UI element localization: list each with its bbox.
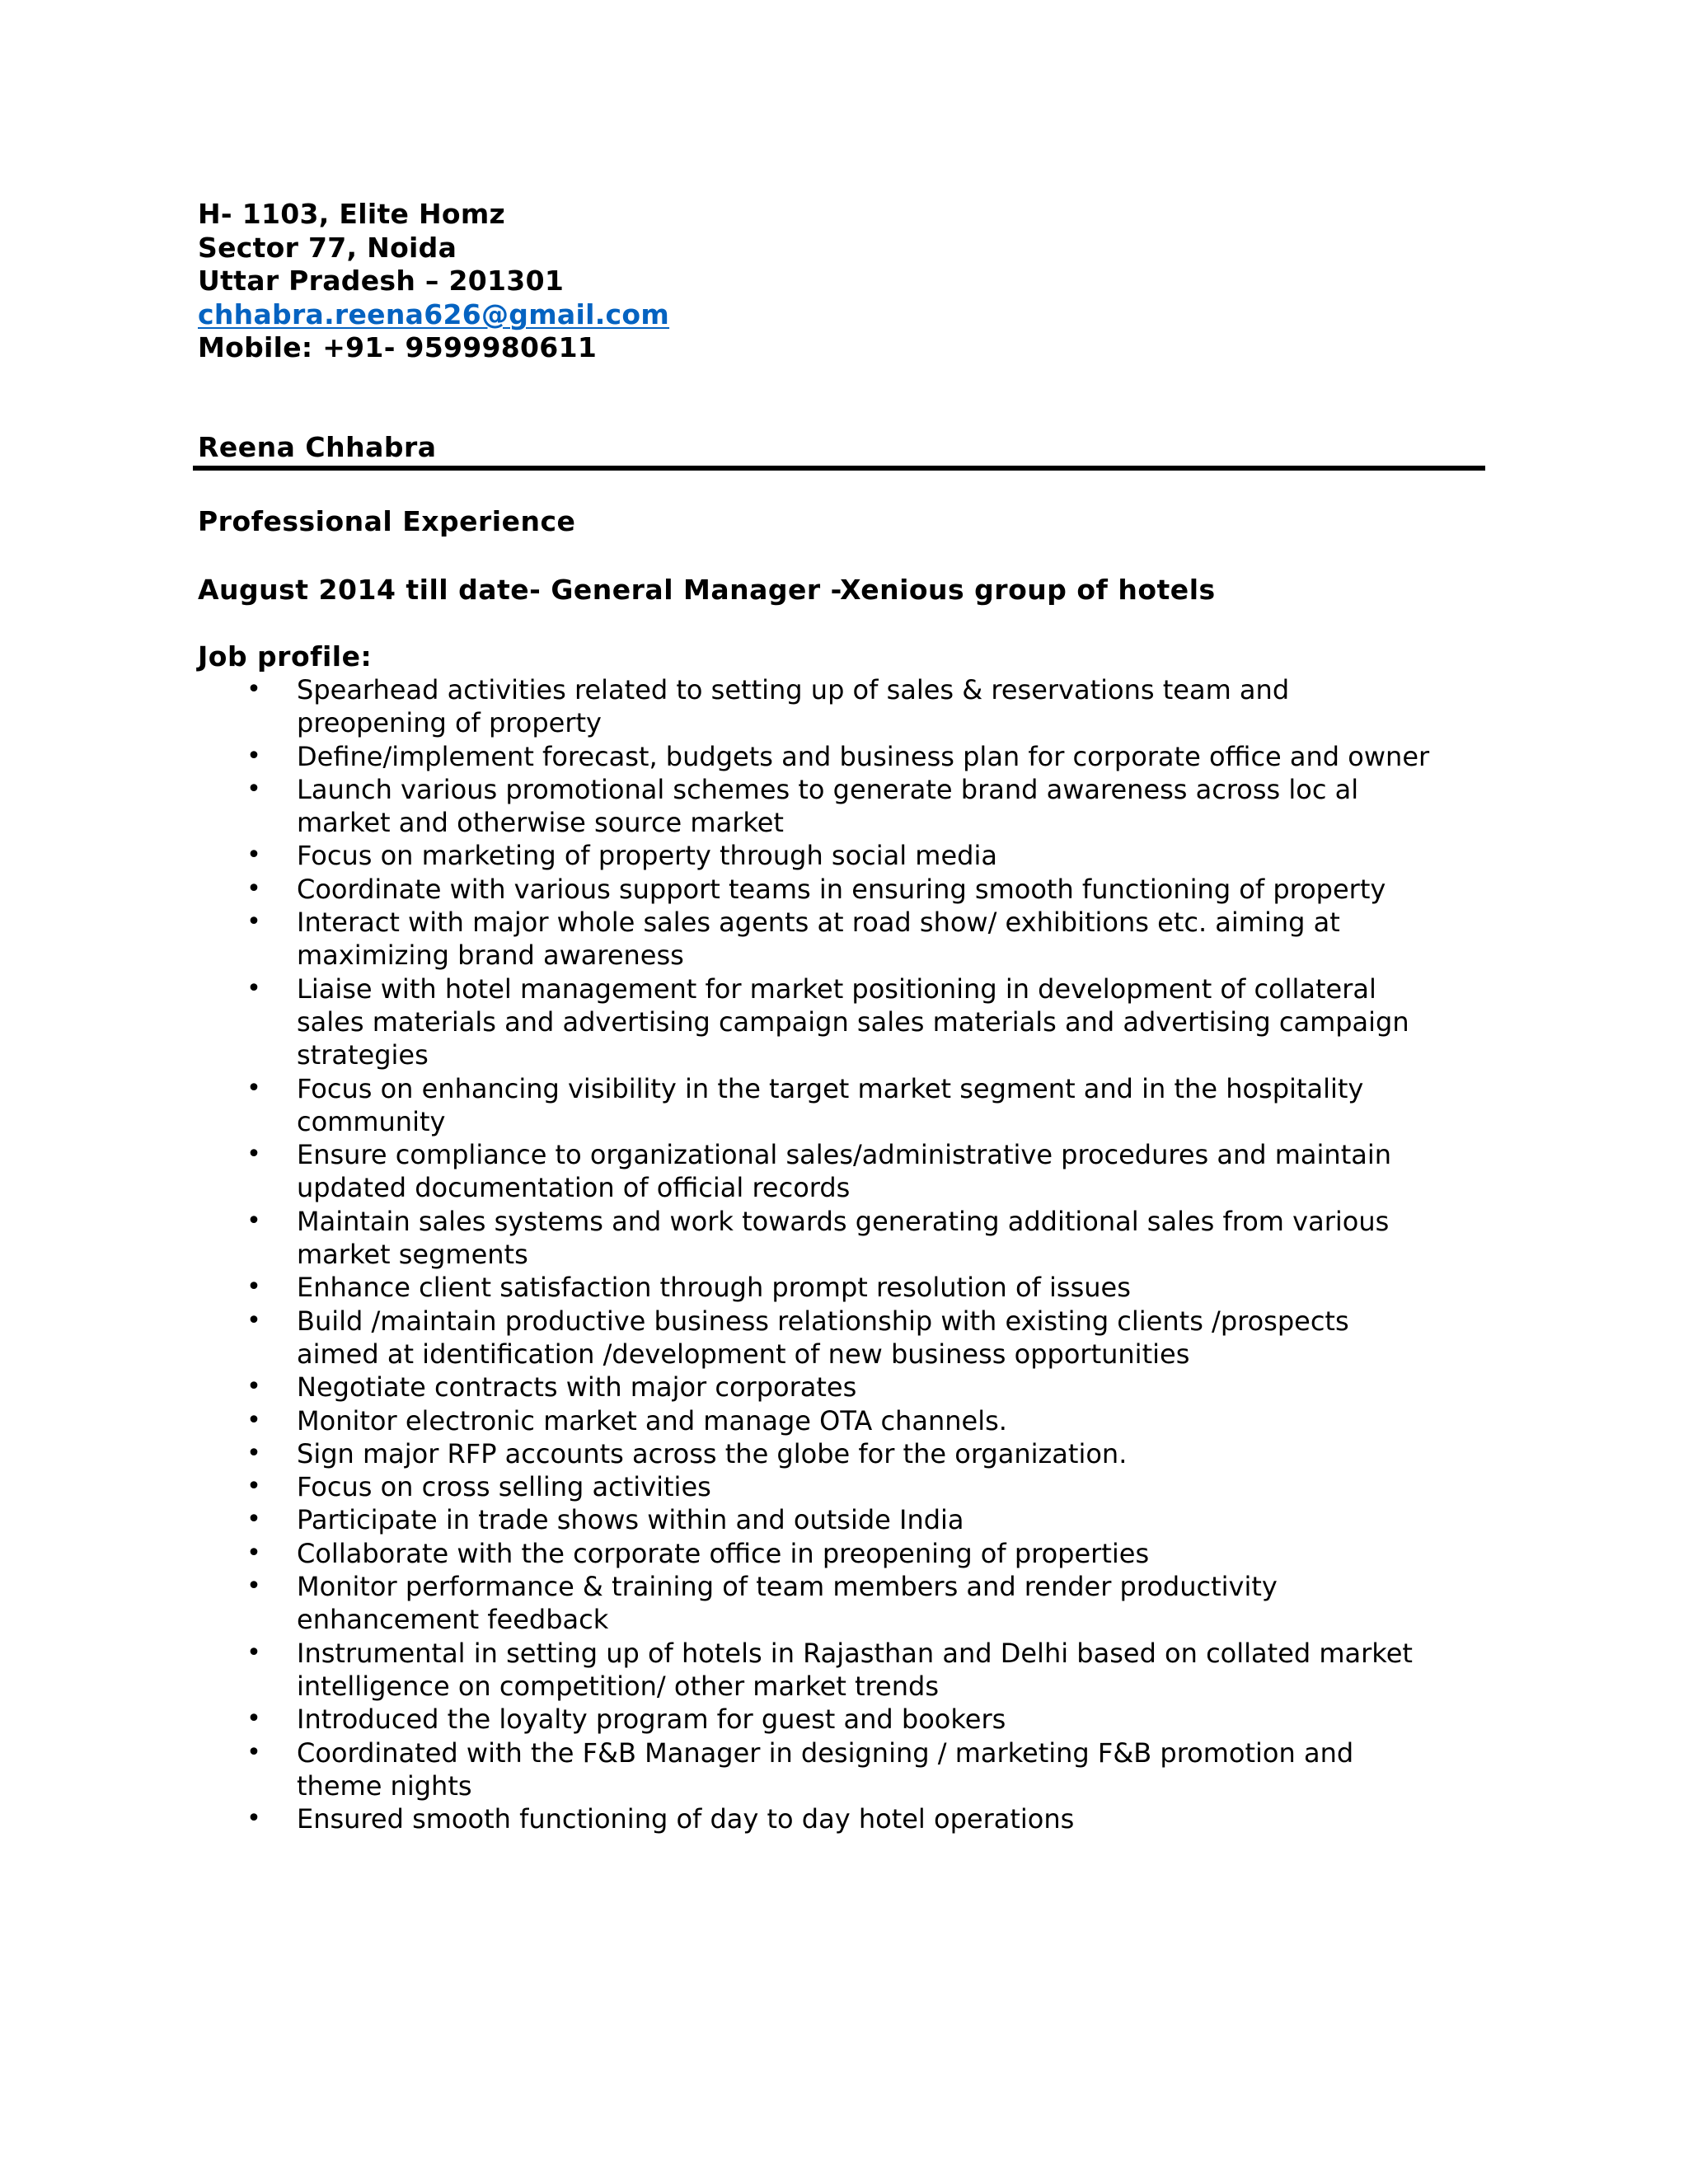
- list-item: [198, 906, 1492, 972]
- address-line-1: H- 1103, Elite Homz: [198, 198, 506, 230]
- list-item-text: Spearhead activities related to setting up of sales & reservations team and: [297, 674, 1290, 705]
- list-item-text: Focus on enhancing visibility in the target market segment and in the hospitality: [297, 1072, 1364, 1104]
- list-item: [198, 873, 1492, 906]
- list-item: [198, 740, 1492, 773]
- list-item-text: Maintain sales systems and work towards generating additional sales from various: [297, 1205, 1390, 1237]
- bullet-icon: •: [246, 874, 261, 903]
- section-title-experience: Professional Experience: [198, 505, 576, 537]
- list-item-text: Focus on cross selling activities: [297, 1471, 711, 1503]
- bullet-icon: •: [246, 1737, 261, 1767]
- list-item: [198, 1205, 1492, 1272]
- mobile-number: Mobile: +91- 9599980611: [198, 331, 598, 363]
- list-item-text: market and otherwise source market: [297, 807, 784, 839]
- address-line-2: Sector 77, Noida: [198, 231, 457, 264]
- email-link[interactable]: chhabra.reena626@gmail.com: [198, 298, 670, 330]
- list-item: [198, 1570, 1492, 1637]
- candidate-name: Reena Chhabra: [198, 431, 437, 463]
- bullet-icon: •: [246, 907, 261, 937]
- job-profile-label: Job profile:: [198, 640, 373, 673]
- list-item-text: Launch various promotional schemes to generate brand awareness across loc al: [297, 773, 1359, 805]
- list-item-text: sales materials and advertising campaign sales materials and advertising campaign: [297, 1005, 1409, 1038]
- bullet-icon: •: [246, 1804, 261, 1834]
- bullet-icon: •: [246, 1638, 261, 1667]
- list-item-text: Participate in trade shows within and outside India: [297, 1504, 964, 1536]
- list-item-text: Ensure compliance to organizational sales/administrative procedures and maintain: [297, 1139, 1392, 1171]
- job-duties-list: [198, 673, 1492, 1835]
- bullet-icon: •: [246, 741, 261, 771]
- list-item: [198, 1703, 1492, 1736]
- list-item: [198, 1305, 1492, 1371]
- list-item: [198, 1271, 1492, 1304]
- list-item-text: Negotiate contracts with major corporates: [297, 1371, 857, 1404]
- bullet-icon: •: [246, 1438, 261, 1468]
- bullet-icon: •: [246, 1305, 261, 1335]
- list-item-text: Ensured smooth functioning of day to day hotel operations: [297, 1803, 1075, 1835]
- list-item-text: maximizing brand awareness: [297, 940, 684, 972]
- list-item: [198, 1470, 1492, 1503]
- list-item: [198, 1802, 1492, 1835]
- list-item-text: Coordinate with various support teams in ensuring smooth functioning of property: [297, 873, 1386, 905]
- list-item-text: intelligence on competition/ other market trends: [297, 1670, 939, 1702]
- list-item-text: Sign major RFP accounts across the globe for the organization.: [297, 1437, 1128, 1469]
- list-item-text: Enhance client satisfaction through prompt resolution of issues: [297, 1272, 1131, 1304]
- contact-block: [198, 198, 669, 365]
- bullet-icon: •: [246, 1073, 261, 1103]
- list-item-text: Collaborate with the corporate office in preopening of properties: [297, 1537, 1150, 1569]
- list-item: [198, 1404, 1492, 1437]
- bullet-icon: •: [246, 1140, 261, 1169]
- list-item-text: Monitor electronic market and manage OTA channels.: [297, 1404, 1007, 1436]
- bullet-icon: •: [246, 1405, 261, 1435]
- bullet-icon: •: [246, 1472, 261, 1502]
- list-item-text: Coordinated with the F&B Manager in designing / marketing F&B promotion and: [297, 1736, 1354, 1769]
- list-item: [198, 1537, 1492, 1570]
- list-item-text: Liaise with hotel management for market positioning in development of collateral: [297, 972, 1376, 1005]
- list-item: [198, 773, 1492, 840]
- bullet-icon: •: [246, 1372, 261, 1402]
- list-item-text: Introduced the loyalty program for guest and bookers: [297, 1704, 1006, 1736]
- list-item: [198, 1503, 1492, 1536]
- list-item: [198, 1371, 1492, 1404]
- bullet-icon: •: [246, 774, 261, 804]
- list-item-text: market segments: [297, 1239, 528, 1271]
- list-item: [198, 1637, 1492, 1704]
- bullet-icon: •: [246, 1206, 261, 1235]
- list-item-text: Monitor performance & training of team members and render productivity: [297, 1571, 1278, 1603]
- list-item-text: community: [297, 1105, 446, 1137]
- job-title: August 2014 till date- General Manager -Xenious group of hotels: [198, 574, 1216, 606]
- list-item: [198, 972, 1492, 1072]
- list-item-text: preopening of property: [297, 707, 602, 739]
- list-item-text: aimed at identification /development of new business opportunities: [297, 1338, 1190, 1370]
- list-item-text: Define/implement forecast, budgets and business plan for corporate office and owner: [297, 740, 1430, 772]
- list-item: [198, 1072, 1492, 1139]
- list-item-text: Instrumental in setting up of hotels in Rajasthan and Delhi based on collated market: [297, 1637, 1413, 1669]
- list-item-text: updated documentation of official records: [297, 1172, 851, 1204]
- bullet-icon: •: [246, 973, 261, 1003]
- list-item-text: theme nights: [297, 1769, 472, 1802]
- list-item: [198, 1437, 1492, 1470]
- name-divider: [193, 466, 1485, 471]
- list-item-text: strategies: [297, 1039, 429, 1071]
- list-item: [198, 839, 1492, 872]
- list-item: [198, 1736, 1492, 1803]
- list-item-text: Interact with major whole sales agents at road show/ exhibitions etc. aiming at: [297, 907, 1340, 939]
- bullet-icon: •: [246, 1272, 261, 1302]
- address-line-3: Uttar Pradesh – 201301: [198, 265, 565, 297]
- list-item-text: enhancement feedback: [297, 1604, 609, 1636]
- list-item-text: Build /maintain productive business relationship with existing clients /prospects: [297, 1305, 1349, 1337]
- bullet-icon: •: [246, 1538, 261, 1568]
- list-item-text: Focus on marketing of property through social media: [297, 840, 997, 872]
- list-item: [198, 673, 1492, 740]
- bullet-icon: •: [246, 1505, 261, 1535]
- bullet-icon: •: [246, 1572, 261, 1601]
- bullet-icon: •: [246, 841, 261, 870]
- bullet-icon: •: [246, 675, 261, 704]
- bullet-icon: •: [246, 1704, 261, 1734]
- list-item: [198, 1138, 1492, 1205]
